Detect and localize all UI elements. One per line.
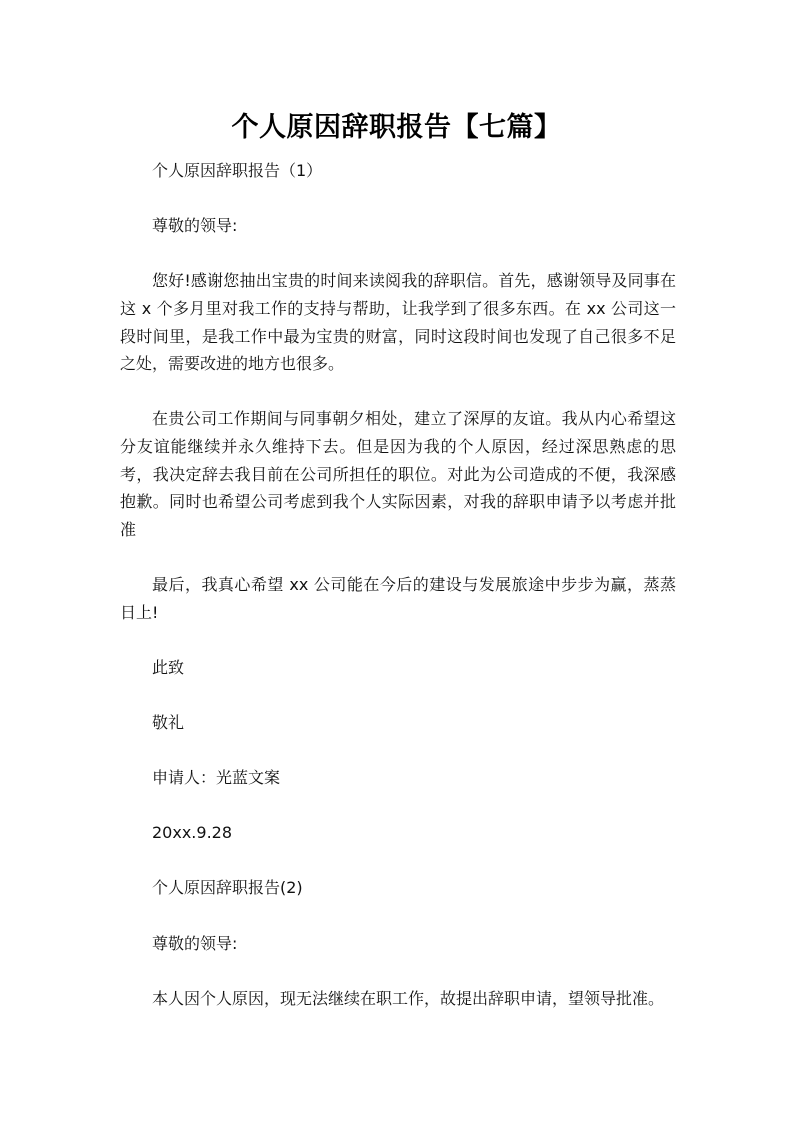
body-paragraph: 在贵公司工作期间与同事朝夕相处，建立了深厚的友谊。我从内心希望这分友谊能继续并永久维持下去。但是因为我的个人原因，经过深思熟虑的思考，我决定辞去我目前在公司所担任的职位。对此为公司造成的不便，我深感抱歉。同时也希望公司考虑到我个人实际因素，对我的辞职申请予以考虑并批准 xyxy=(120,409,676,539)
body-paragraph: 您好!感谢您抽出宝贵的时间来读阅我的辞职信。首先，感谢领导及同事在这 x 个多月里对我工作的支持与帮助，让我学到了很多东西。在 xx 公司这一段时间里，是我工作中最为宝贵的财富，同时这段时间也发现了自己很多不足之处，需要改进的地方也很多。 xyxy=(120,271,676,374)
date-line: 20xx.9.28 xyxy=(152,823,233,843)
applicant-line: 申请人：光蓝文案 xyxy=(152,768,281,788)
salutation: 尊敬的领导: xyxy=(152,933,238,953)
body-paragraph: 最后，我真心希望 xx 公司能在今后的建设与发展旅途中步步为赢，蒸蒸日上! xyxy=(120,574,676,622)
document-title: 个人原因辞职报告【七篇】 xyxy=(231,112,562,143)
salutation: 尊敬的领导: xyxy=(152,216,238,236)
closing-line: 此致 xyxy=(152,657,185,677)
closing-regards: 敬礼 xyxy=(152,712,185,732)
section-heading-2: 个人原因辞职报告(2) xyxy=(152,878,303,898)
body-paragraph: 本人因个人原因，现无法继续在职工作，故提出辞职申请，望领导批准。 xyxy=(152,988,665,1008)
document-body xyxy=(120,157,676,1012)
section-heading-1: 个人原因辞职报告（1） xyxy=(152,161,323,180)
